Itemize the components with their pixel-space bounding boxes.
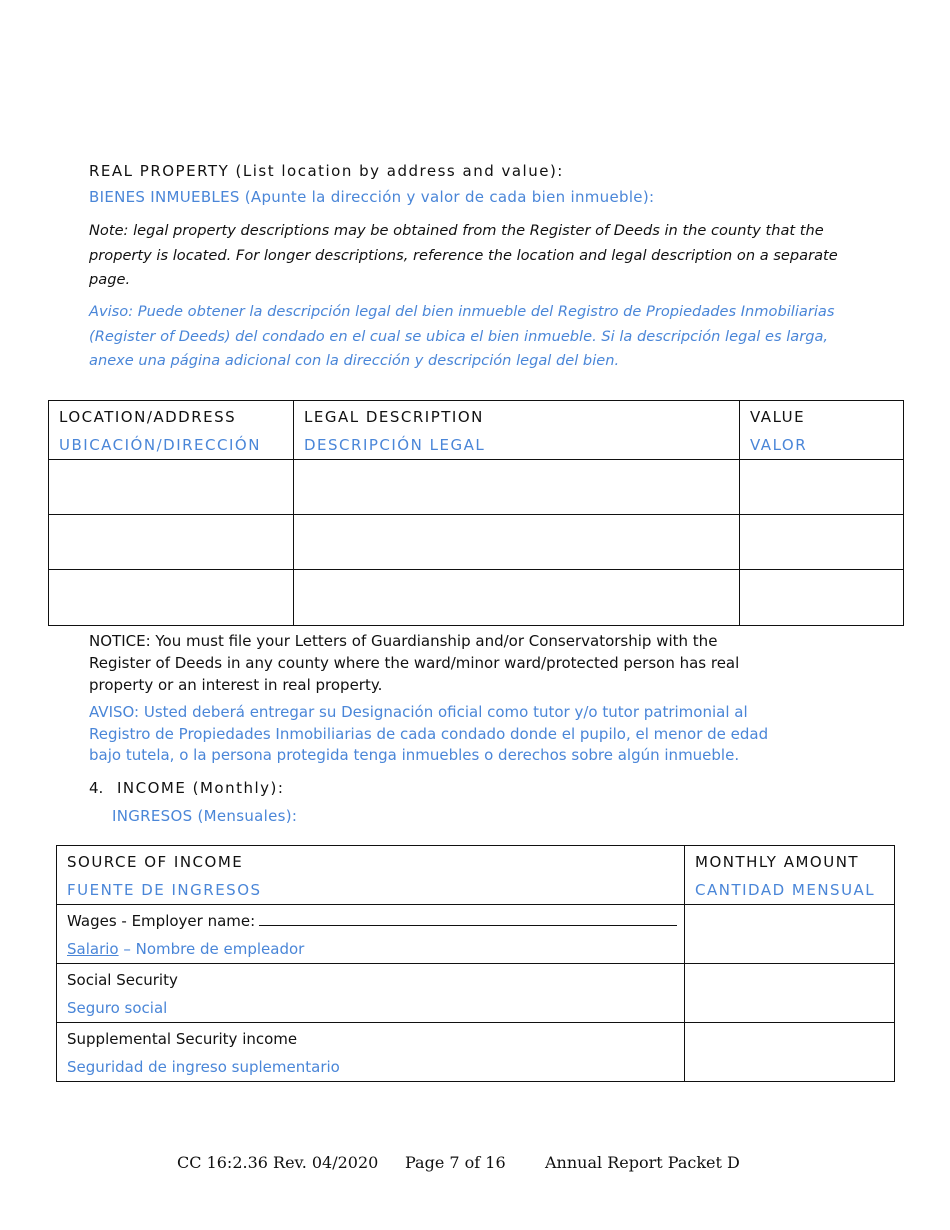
location-cell[interactable]: [49, 460, 294, 515]
column-header-monthly-amount: MONTHLY AMOUNT CANTIDAD MENSUAL: [685, 846, 895, 905]
column-header-value: VALUE VALOR: [740, 401, 904, 460]
notice-line: NOTICE: You must file your Letters of Guardianship and/or Conservatorship with the: [89, 632, 718, 650]
legal-description-cell[interactable]: [294, 570, 740, 626]
table-row: [57, 1023, 895, 1082]
legal-description-cell[interactable]: [294, 460, 740, 515]
note-line: Note: legal property descriptions may be obtained from the Register of Deeds in the county that the: [89, 222, 824, 239]
footer-title: Annual Report Packet D: [545, 1153, 740, 1172]
real-property-note-es: [89, 300, 834, 374]
value-cell[interactable]: [740, 570, 904, 626]
income-heading: INCOME (Monthly):: [117, 779, 285, 797]
table-row: [49, 515, 904, 570]
table-row: [57, 964, 895, 1023]
wages-label: Wages - Employer name:: [67, 912, 256, 930]
column-header-legal-description: LEGAL DESCRIPTION DESCRIPCIÓN LEGAL: [294, 401, 740, 460]
location-cell[interactable]: [49, 570, 294, 626]
table-header-row: [49, 401, 904, 460]
social-security-label: Social Security: [67, 971, 178, 989]
note-es-line: (Register of Deeds) del condado en el cual se ubica el bien inmueble. Si la descripción legal es larga,: [89, 327, 829, 345]
legal-description-cell[interactable]: [294, 515, 740, 570]
real-property-table: [48, 400, 904, 626]
notice: [89, 630, 739, 696]
income-table: [56, 845, 895, 1082]
footer-page-number: Page 7 of 16: [405, 1153, 506, 1172]
table-row: [57, 905, 895, 964]
column-header-location: LOCATION/ADDRESS UBICACIÓN/DIRECCIÓN: [49, 401, 294, 460]
wages-amount-cell[interactable]: [685, 905, 895, 964]
ssi-source-cell: [57, 1023, 685, 1082]
ssi-label: Supplemental Security income: [67, 1030, 298, 1048]
location-cell[interactable]: [49, 515, 294, 570]
social-security-amount-cell[interactable]: [685, 964, 895, 1023]
table-row: [49, 460, 904, 515]
real-property-note: [89, 219, 838, 293]
wages-source-cell: [57, 905, 685, 964]
real-property-heading-es: BIENES INMUEBLES (Apunte la dirección y valor de cada bien inmueble):: [89, 188, 655, 206]
ssi-label-es: Seguridad de ingreso suplementario: [67, 1058, 340, 1076]
footer-form-id: CC 16:2.36 Rev. 04/2020: [177, 1153, 379, 1172]
real-property-heading: REAL PROPERTY (List location by address and value):: [89, 162, 564, 180]
income-number: 4.: [89, 779, 104, 797]
employer-name-label-es: – Nombre de empleador: [118, 940, 305, 958]
ssi-amount-cell[interactable]: [685, 1023, 895, 1082]
value-cell[interactable]: [740, 460, 904, 515]
social-security-source-cell: [57, 964, 685, 1023]
employer-name-field[interactable]: [259, 911, 677, 926]
notice-es-line: Registro de Propiedades Inmobiliarias de cada condado donde el pupilo, el menor de edad: [89, 724, 769, 743]
notice-line: Register of Deeds in any county where the ward/minor ward/protected person has real: [89, 654, 740, 672]
note-line: property is located. For longer descriptions, reference the location and legal description on a separate: [89, 246, 838, 264]
table-header-row: [57, 846, 895, 905]
social-security-label-es: Seguro social: [67, 999, 168, 1017]
value-cell[interactable]: [740, 515, 904, 570]
note-es-line: anexe una página adicional con la dirección y descripción legal del bien.: [89, 352, 620, 369]
notice-line: property or an interest in real property.: [89, 676, 383, 694]
note-line: page.: [89, 271, 131, 288]
note-es-line: Aviso: Puede obtener la descripción legal del bien inmueble del Registro de Propiedades Inmobiliarias: [89, 303, 835, 320]
notice-es: [89, 702, 768, 767]
wages-label-es: Salario: [67, 940, 119, 958]
table-row: [49, 570, 904, 626]
notice-es-line: bajo tutela, o la persona protegida tenga inmuebles o derechos sobre algún inmueble.: [89, 746, 740, 764]
column-header-source: SOURCE OF INCOME FUENTE DE INGRESOS: [57, 846, 685, 905]
income-heading-es: INGRESOS (Mensuales):: [112, 807, 298, 825]
notice-es-line: AVISO: Usted deberá entregar su Designación oficial como tutor y/o tutor patrimonial al: [89, 703, 748, 721]
